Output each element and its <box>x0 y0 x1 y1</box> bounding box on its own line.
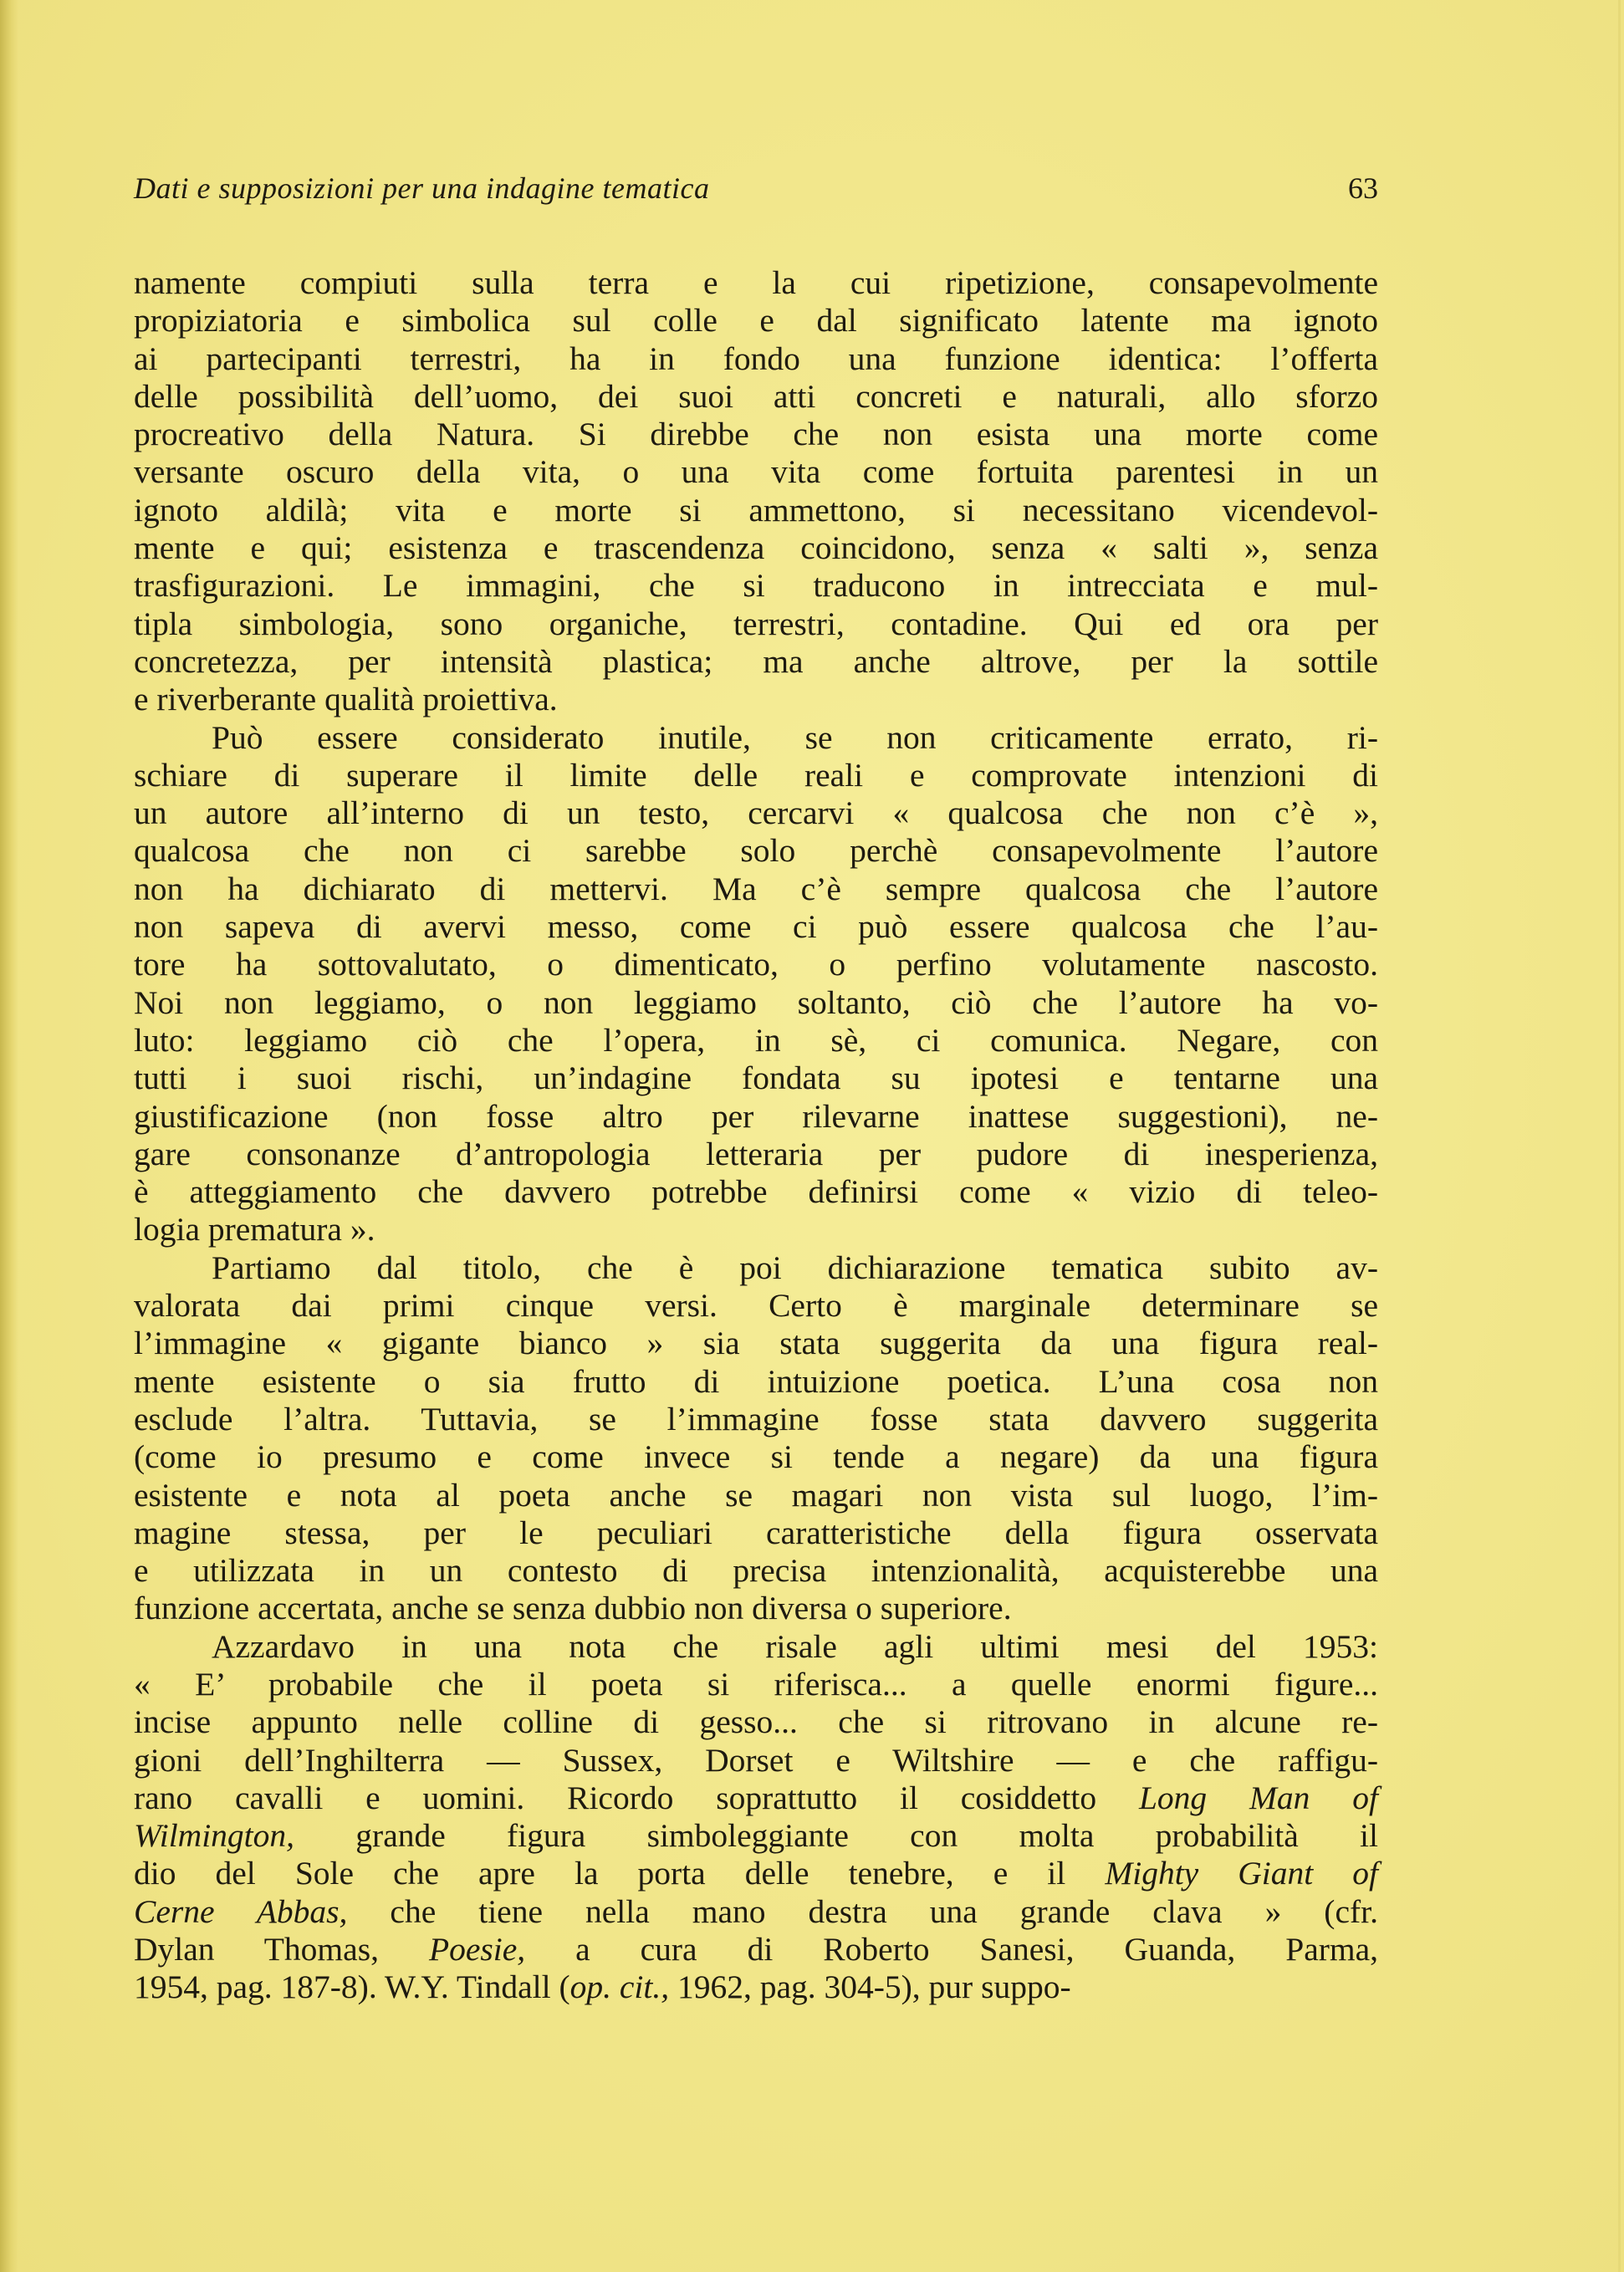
text-line: ignoto aldilà; vita e morte si ammettono, si necessitano vicendevol- <box>134 491 1378 528</box>
text-line: magine stessa, per le peculiari caratteristiche della figura osservata <box>134 1514 1378 1551</box>
text-line: Partiamo dal titolo, che è poi dichiarazione tematica subito av- <box>212 1248 1378 1286</box>
text-line: un autore all’interno di un testo, cercarvi « qualcosa che non c’è », <box>134 794 1378 832</box>
italic-title: Wilmington, <box>134 1817 295 1855</box>
text-line: luto: leggiamo ciò che l’opera, in sè, ci comunica. Negare, con <box>134 1021 1378 1059</box>
text-line: Azzardavo in una nota che risale agli ultimi mesi del 1953: <box>212 1627 1378 1665</box>
text-line: (come io presumo e come invece si tende a negare) da una figura <box>134 1438 1378 1476</box>
text-line: qualcosa che non ci sarebbe solo perchè consapevolmente l’autore <box>134 832 1378 870</box>
text-line: trasfigurazioni. Le immagini, che si traducono in intrecciata e mul- <box>134 567 1378 605</box>
text-line: funzione accertata, anche se senza dubbio non diversa o superiore. <box>134 1590 1012 1627</box>
text-line: l’immagine « gigante bianco » sia stata suggerita da una figura real- <box>134 1325 1378 1362</box>
text-line: rano cavalli e uomini. Ricordo soprattutto il cosiddetto Long Man of <box>134 1779 1378 1816</box>
text-line: valorata dai primi cinque versi. Certo è marginale determinare se <box>134 1287 1378 1325</box>
text-line: è atteggiamento che davvero potrebbe definirsi come « vizio di teleo- <box>134 1173 1378 1211</box>
text-line: esistente e nota al poeta anche se magari non vista sul luogo, l’im- <box>134 1476 1378 1514</box>
text-line: giustificazione (non fosse altro per rilevarne inattese suggestioni), ne- <box>134 1097 1378 1135</box>
text-line: mente esistente o sia frutto di intuizione poetica. L’una cosa non <box>134 1362 1378 1400</box>
text-line: ai partecipanti terrestri, ha in fondo una funzione identica: l’offerta <box>134 340 1378 377</box>
paragraph <box>134 264 1378 719</box>
text-line: procreativo della Natura. Si direbbe che non esista una morte come <box>134 416 1378 453</box>
text-line: namente compiuti sulla terra e la cui ripetizione, consapevolmente <box>134 264 1378 301</box>
text-line: propiziatoria e simbolica sul colle e dal significato latente ma ignoto <box>134 302 1378 340</box>
text-line: « E’ probabile che il poeta si riferisca... a quelle enormi figure... <box>134 1665 1378 1703</box>
italic-title: Cerne Abbas, <box>134 1892 348 1930</box>
text-line: delle possibilità dell’uomo, dei suoi atti concreti e naturali, allo sforzo <box>134 377 1378 415</box>
text-line: Può essere considerato inutile, se non criticamente errato, ri- <box>212 718 1378 756</box>
italic-title: op. cit., <box>569 1968 670 2006</box>
binding-edge <box>0 0 18 2272</box>
text-line: tutti i suoi rischi, un’indagine fondata su ipotesi e tentarne una <box>134 1059 1378 1097</box>
running-title: Dati e supposizioni per una indagine tematica <box>134 171 710 205</box>
italic-title: Long Man of <box>1138 1779 1378 1816</box>
page-edge <box>1618 0 1621 2272</box>
page-header <box>134 171 1378 212</box>
text-line: 1954, pag. 187-8). W.Y. Tindall (op. cit., 1962, pag. 304-5), pur suppo- <box>134 1968 1071 2006</box>
text-line: Cerne Abbas, che tiene nella mano destra una grande clava » (cfr. <box>134 1892 1378 1930</box>
text-line: gare consonanze d’antropologia letteraria per pudore di inesperienza, <box>134 1135 1378 1172</box>
text-line: logia prematura ». <box>134 1211 375 1248</box>
text-line: concretezza, per intensità plastica; ma anche altrove, per la sottile <box>134 642 1378 680</box>
body-text <box>134 264 1378 2007</box>
text-line: non ha dichiarato di mettervi. Ma c’è sempre qualcosa che l’autore <box>134 870 1378 907</box>
text-line: gioni dell’Inghilterra — Sussex, Dorset e Wiltshire — e che raffigu- <box>134 1741 1378 1779</box>
text-line: incise appunto nelle colline di gesso... che si ritrovano in alcune re- <box>134 1703 1378 1741</box>
text-line: esclude l’altra. Tuttavia, se l’immagine fosse stata davvero suggerita <box>134 1400 1378 1437</box>
text-line: versante oscuro della vita, o una vita come fortuita parentesi in un <box>134 453 1378 491</box>
text-line: Dylan Thomas, Poesie, a cura di Roberto Sanesi, Guanda, Parma, <box>134 1931 1379 1968</box>
italic-title: Mighty Giant of <box>1105 1855 1378 1892</box>
text-line: e riverberante qualità proiettiva. <box>134 681 558 718</box>
italic-title: Poesie, <box>428 1931 526 1968</box>
text-line: e utilizzata in un contesto di precisa intenzionalità, acquisterebbe una <box>134 1552 1378 1590</box>
text-line: Noi non leggiamo, o non leggiamo soltanto, ciò che l’autore ha vo- <box>134 983 1378 1021</box>
text-line: tipla simbologia, sono organiche, terrestri, contadine. Qui ed ora per <box>134 605 1378 642</box>
paragraph <box>134 719 1378 1249</box>
text-line: Wilmington, grande figura simboleggiante con molta probabilità il <box>134 1817 1378 1855</box>
paragraph <box>134 1628 1378 2007</box>
text-line: non sapeva di avervi messo, come ci può essere qualcosa che l’au- <box>134 908 1378 946</box>
text-line: schiare di superare il limite delle reali e comprovate intenzioni di <box>134 756 1378 794</box>
text-line: mente e qui; esistenza e trascendenza coincidono, senza « salti », senza <box>134 529 1378 567</box>
text-line: tore ha sottovalutato, o dimenticato, o perfino volutamente nascosto. <box>134 946 1378 983</box>
page-number: 63 <box>1348 171 1378 205</box>
text-line: dio del Sole che apre la porta delle tenebre, e il Mighty Giant of <box>134 1855 1378 1892</box>
paragraph <box>134 1249 1378 1628</box>
